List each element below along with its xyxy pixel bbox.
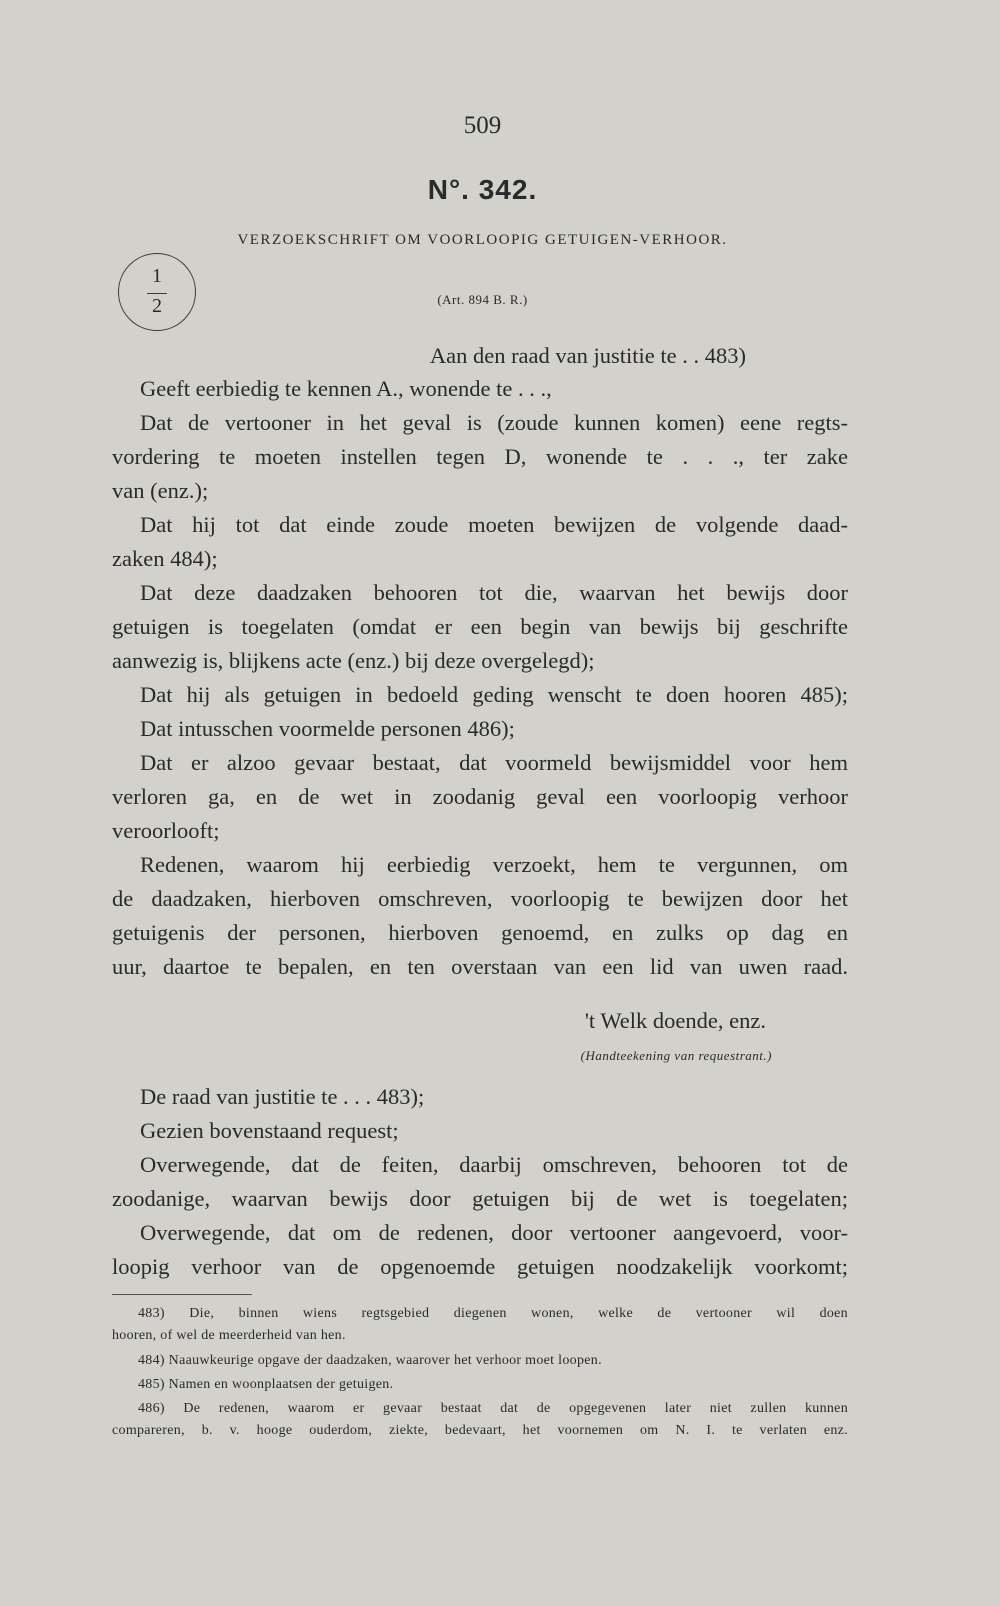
body-line: Dat er alzoo gevaar bestaat, dat voormeld bewijsmiddel voor hem <box>140 750 848 775</box>
signature-caption: (Handteekening van requestrant.) <box>580 1048 772 1063</box>
decision-line: zoodanige, waarvan bewijs door getuigen bij de wet is toegelaten; <box>112 1186 848 1211</box>
footnote-line: 486) De redenen, waarom er gevaar bestaat dat de opgegevenen later niet zullen kunnen <box>138 1401 848 1416</box>
body-line: uur, daartoe te bepalen, en ten overstaan van een lid van uwen raad. <box>112 954 848 979</box>
body-line: van (enz.); <box>112 478 209 503</box>
decision-line: Gezien bovenstaand request; <box>140 1118 399 1143</box>
footnote-line: compareren, b. v. hooge ouderdom, ziekte, bedevaart, het voornemen om N. I. te verlaten enz. <box>112 1423 848 1438</box>
body-line: verloren ga, en de wet in zoodanig geval een voorloopig verhoor <box>112 784 848 809</box>
decision-line: Overwegende, dat de feiten, daarbij omschreven, behooren tot de <box>140 1152 848 1177</box>
article-reference: (Art. 894 B. R.) <box>437 292 528 307</box>
body-line: Dat hij als getuigen in bedoeld geding wenscht te doen hooren 485); <box>140 682 848 707</box>
body-line: de daadzaken, hierboven omschreven, voorloopig te bewijzen door het <box>112 886 848 911</box>
body-line: aanwezig is, blijkens acte (enz.) bij deze overgelegd); <box>112 648 595 673</box>
body-line: getuigenis der personen, hierboven genoemd, en zulks op dag en <box>112 920 848 945</box>
body-line: Geeft eerbiedig te kennen A., wonende te . . ., <box>140 376 552 401</box>
body-line: Dat deze daadzaken behooren tot die, waarvan het bewijs door <box>140 580 848 605</box>
footnote-line: 485) Namen en woonplaatsen der getuigen. <box>138 1377 394 1392</box>
page-number: 509 <box>463 112 502 139</box>
decision-line: Overwegende, dat om de redenen, door vertooner aangevoerd, voor- <box>140 1220 848 1245</box>
decision-line: De raad van justitie te . . . 483); <box>140 1084 425 1109</box>
document-title: VERZOEKSCHRIFT OM VOORLOOPIG GETUIGEN-VERHOOR. <box>237 232 728 248</box>
stamp-numerator: 1 <box>152 265 162 287</box>
footnote-divider <box>112 1294 252 1295</box>
footnote-line: 484) Naauwkeurige opgave der daadzaken, waarover het verhoor moet loopen. <box>138 1353 602 1368</box>
body-line: Redenen, waarom hij eerbiedig verzoekt, hem te vergunnen, om <box>140 852 848 877</box>
body-line: veroorlooft; <box>112 818 220 843</box>
addressee-line: Aan den raad van justitie te . . 483) <box>429 343 746 368</box>
body-line: zaken 484); <box>112 546 218 571</box>
footnote-line: 483) Die, binnen wiens regtsgebied diegenen wonen, welke de vertooner wil doen <box>138 1306 848 1321</box>
decision-line: loopig verhoor van de opgenoemde getuigen noodzakelijk voorkomt; <box>112 1254 848 1279</box>
document-number: N°. 342. <box>427 174 538 205</box>
footnote-line: hooren, of wel de meerderheid van hen. <box>112 1328 346 1343</box>
body-line: vordering te moeten instellen tegen D, wonende te . . ., ter zake <box>112 444 848 469</box>
body-line: Dat hij tot dat einde zoude moeten bewijzen de volgende daad- <box>140 512 848 537</box>
stamp-denominator: 2 <box>152 295 162 317</box>
body-line: Dat intusschen voormelde personen 486); <box>140 716 515 741</box>
body-line: Dat de vertooner in het geval is (zoude kunnen komen) eene regts- <box>140 410 848 435</box>
body-line: getuigen is toegelaten (omdat er een begin van bewijs bij geschrifte <box>112 614 848 639</box>
closing-line: 't Welk doende, enz. <box>584 1008 766 1033</box>
